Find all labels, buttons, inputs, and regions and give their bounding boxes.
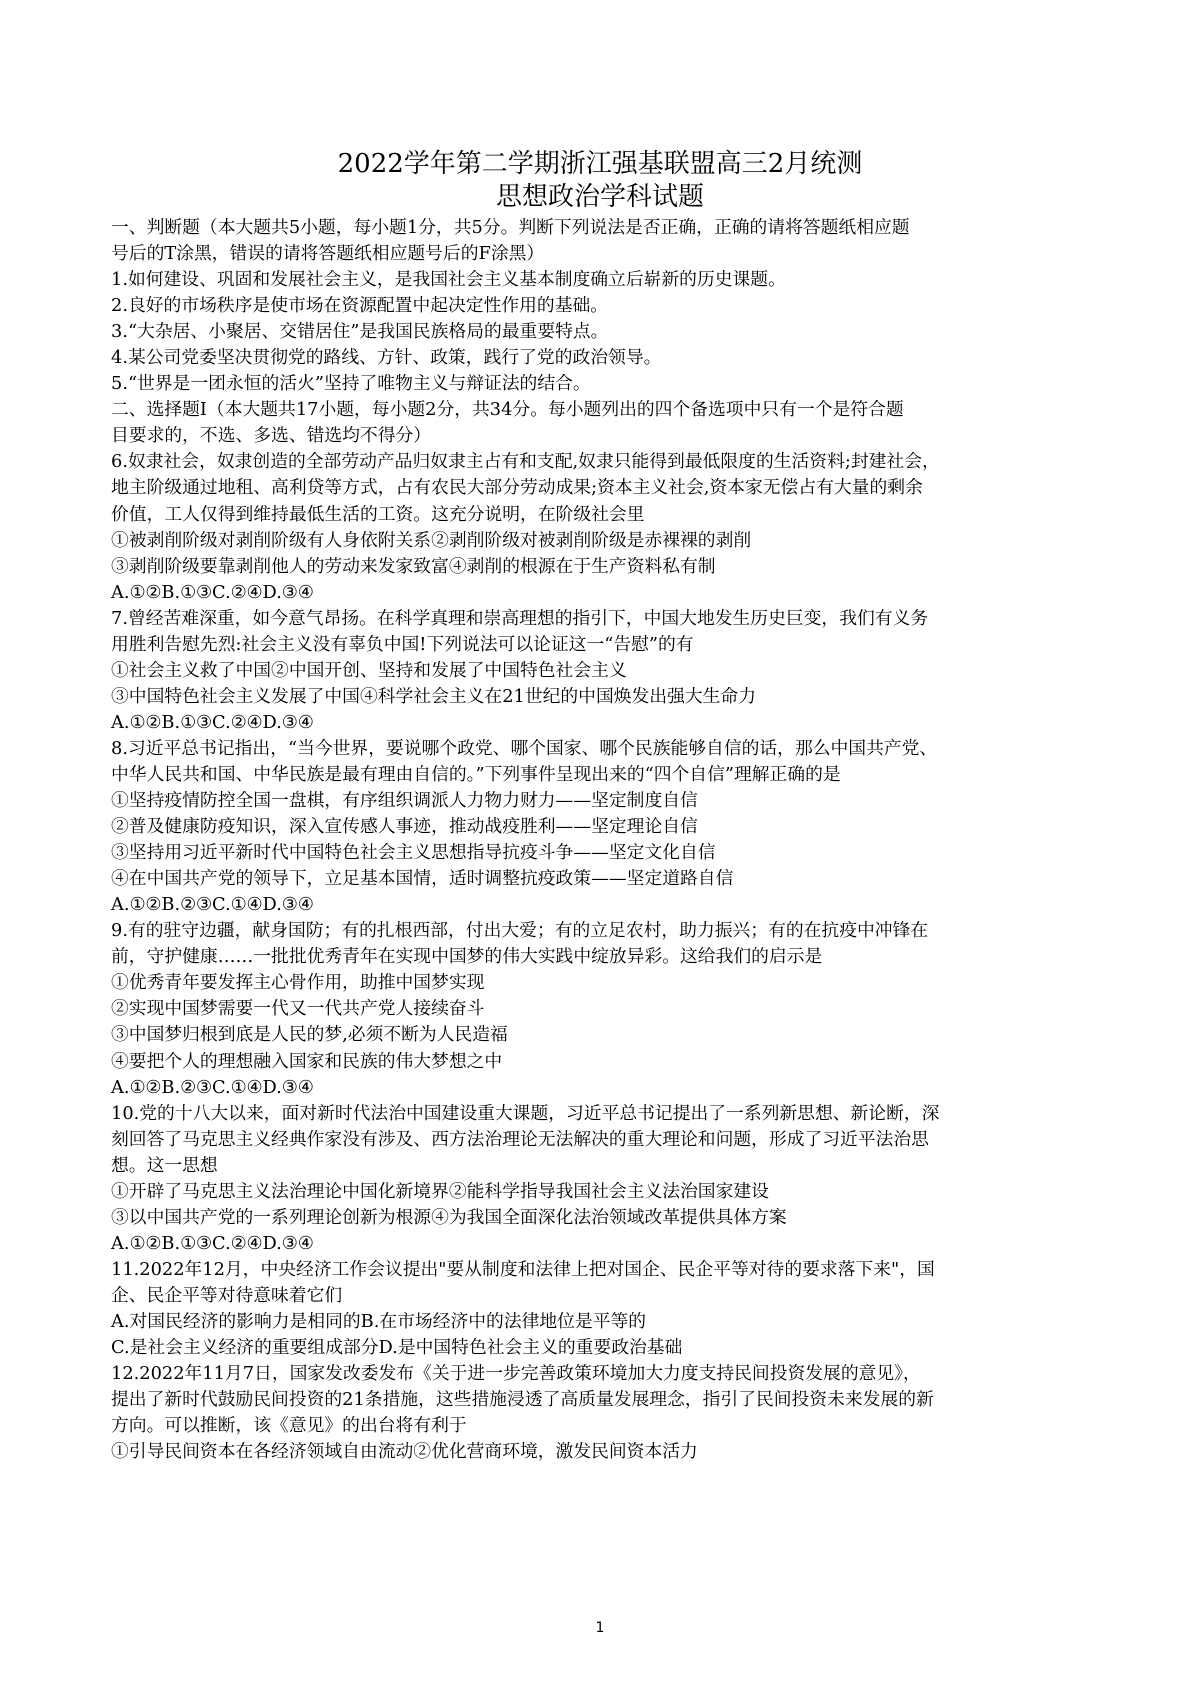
text-line: ②实现中国梦需要一代又一代共产党人接续奋斗	[111, 998, 485, 1020]
text-line: ③中国梦归根到底是人民的梦,必须不断为人民造福	[111, 1024, 508, 1046]
text-line: ④在中国共产党的领导下，立足基本国情，适时调整抗疫政策——坚定道路自信	[111, 868, 734, 890]
text-line: ②普及健康防疫知识，深入宣传感人事迹，推动战疫胜利——坚定理论自信	[111, 816, 698, 838]
text-line: 9.有的驻守边疆，献身国防；有的扎根西部，付出大爱；有的立足农村，助力振兴；有的在抗疫中冲锋在	[111, 920, 929, 942]
text-line: ①优秀青年要发挥主心骨作用，助推中国梦实现	[111, 972, 485, 994]
text-line: 提出了新时代鼓励民间投资的21条措施，这些措施浸透了高质量发展理念，指引了民间投资未来发展的新	[111, 1389, 934, 1411]
text-line: ③中国特色社会主义发展了中国④科学社会主义在21世纪的中国焕发出强大生命力	[111, 685, 756, 707]
text-line: 用胜利告慰先烈:社会主义没有辜负中国!下列说法可以论证这一“告慰”的有	[111, 633, 694, 655]
text-line: A.①②B.①③C.②④D.③④	[111, 1232, 314, 1254]
text-line: 中华人民共和国、中华民族是最有理由自信的。”下列事件呈现出来的“四个自信”理解正确的是	[111, 763, 841, 785]
text-line: 6.奴隶社会，奴隶创造的全部劳动产品归奴隶主占有和支配,奴隶只能得到最低限度的生活资料;封建社会，	[111, 451, 940, 473]
text-line: ①社会主义救了中国②中国开创、坚持和发展了中国特色社会主义	[111, 659, 627, 681]
text-line: 4.某公司党委坚决贯彻党的路线、方针、政策，践行了党的政治领导。	[111, 347, 662, 369]
text-line: 地主阶级通过地租、高利贷等方式，占有农民大部分劳动成果;资本主义社会,资本家无偿占有大量的剩余	[111, 477, 923, 499]
exam-body	[111, 215, 1096, 1465]
text-line: 想。这一思想	[111, 1154, 218, 1176]
text-line: 2.良好的市场秩序是使市场在资源配置中起决定性作用的基础。	[111, 295, 609, 317]
text-line: 10.党的十八大以来，面对新时代法治中国建设重大课题，习近平总书记提出了一系列新思想、新论断，深	[111, 1102, 940, 1124]
text-line: ③以中国共产党的一系列理论创新为根源④为我国全面深化法治领域改革提供具体方案	[111, 1206, 787, 1228]
text-line: 价值，工人仅得到维持最低生活的工资。这充分说明，在阶级社会里	[111, 503, 645, 525]
text-line: ①被剥削阶级对剥削阶级有人身依附关系②剥削阶级对被剥削阶级是赤裸裸的剥削	[111, 529, 752, 551]
text-line: 1.如何建设、巩固和发展社会主义，是我国社会主义基本制度确立后崭新的历史课题。	[111, 269, 786, 291]
exam-subtitle: 思想政治学科试题	[495, 182, 704, 212]
text-line: 二、选择题Ⅰ（本大题共17小题，每小题2分，共34分。每小题列出的四个备选项中只有一个是符合题	[111, 399, 904, 421]
text-line: 5.“世界是一团永恒的活火”坚持了唯物主义与辩证法的结合。	[111, 373, 591, 395]
text-line: 7.曾经苦难深重，如今意气昂扬。在科学真理和崇高理想的指引下，中国大地发生历史巨变，我们有义务	[111, 607, 929, 629]
page-number: 1	[595, 1620, 605, 1636]
text-line: ①开辟了马克思主义法治理论中国化新境界②能科学指导我国社会主义法治国家建设	[111, 1180, 769, 1202]
text-line: 8.习近平总书记指出，“当今世界，要说哪个政党、哪个国家、哪个民族能够自信的话，那么中国共产党、	[111, 737, 938, 759]
text-line: 目要求的，不选、多选、错选均不得分）	[111, 425, 432, 447]
text-line: ①坚持疫情防控全国一盘棋，有序组织调派人力物力财力——坚定制度自信	[111, 790, 698, 812]
text-line: 一、判断题（本大题共5小题，每小题1分，共5分。判断下列说法是否正确，正确的请将答题纸相应题	[111, 217, 910, 238]
text-line: ①引导民间资本在各经济领域自由流动②优化营商环境，激发民间资本活力	[111, 1441, 698, 1463]
text-line: 方向。可以推断，该《意见》的出台将有利于	[111, 1415, 467, 1437]
text-line: ③坚持用习近平新时代中国特色社会主义思想指导抗疫斗争——坚定文化自信	[111, 842, 716, 864]
text-line: 号后的T涂黑，错误的请将答题纸相应题号后的F涂黑）	[111, 243, 545, 265]
text-line: A.①②B.①③C.②④D.③④	[111, 711, 314, 733]
text-line: A.①②B.②③C.①④D.③④	[111, 1076, 314, 1098]
text-line: A.①②B.①③C.②④D.③④	[111, 581, 314, 603]
text-line: C.是社会主义经济的重要组成部分D.是中国特色社会主义的重要政治基础	[111, 1337, 683, 1359]
text-line: 企、民企平等对待意味着它们	[111, 1284, 343, 1306]
text-line: 11.2022年12月，中央经济工作会议提出"要从制度和法律上把对国企、民企平等对待的要求落下来"，国	[111, 1258, 935, 1280]
text-line: 12.2022年11月7日，国家发改委发布《关于进一步完善政策环境加大力度支持民间投资发展的意见》，	[111, 1363, 921, 1385]
text-line: 3.“大杂居、小聚居、交错居住”是我国民族格局的最重要特点。	[111, 321, 609, 343]
text-line: A.对国民经济的影响力是相同的B.在市场经济中的法律地位是平等的	[111, 1310, 647, 1332]
text-line: ③剥削阶级要靠剥削他人的劳动来发家致富④剥削的根源在于生产资料私有制	[111, 555, 716, 577]
text-line: 前，守护健康……一批批优秀青年在实现中国梦的伟大实践中绽放异彩。这给我们的启示是	[111, 946, 823, 968]
exam-title: 2022学年第二学期浙江强基联盟高三2月统测	[337, 149, 863, 179]
text-line: 刻回答了马克思主义经典作家没有涉及、西方法治理论无法解决的重大理论和问题，形成了习近平法治思	[111, 1128, 929, 1150]
text-line: A.①②B.②③C.①④D.③④	[111, 894, 314, 916]
text-line: ④要把个人的理想融入国家和民族的伟大梦想之中	[111, 1050, 503, 1072]
